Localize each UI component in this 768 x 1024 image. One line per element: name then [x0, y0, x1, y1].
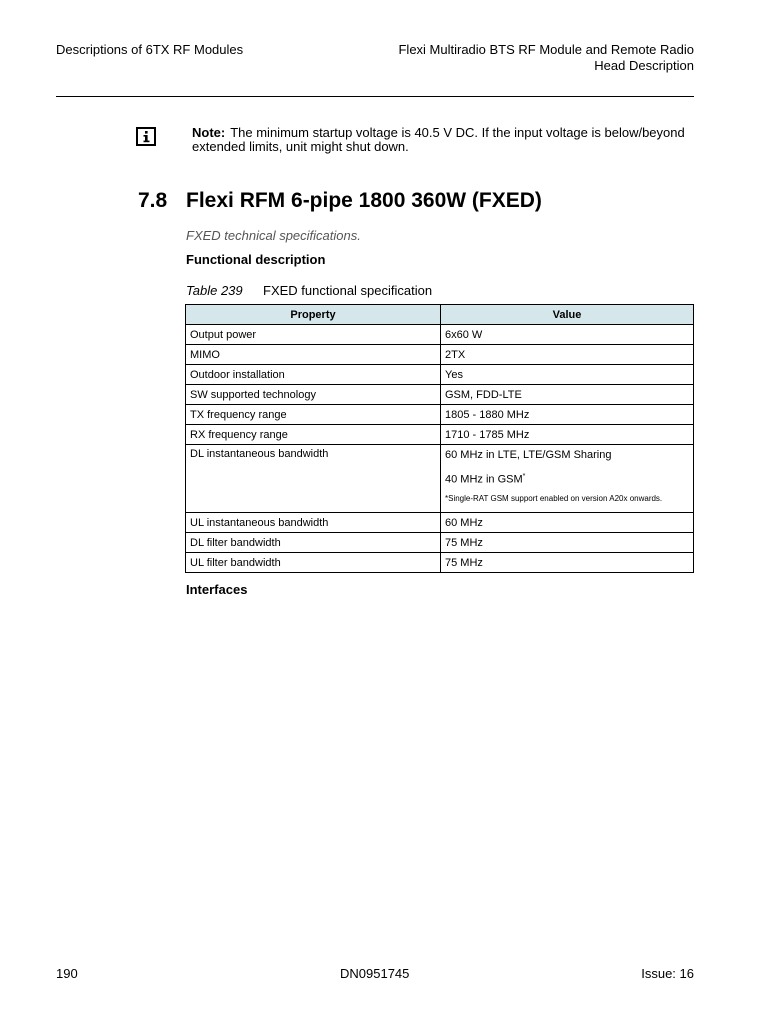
note-label: Note:	[192, 125, 226, 140]
functional-description-heading: Functional description	[186, 252, 326, 267]
table-row	[186, 365, 694, 385]
note-body: The minimum startup voltage is 40.5 V DC. If the input voltage is below/beyond extended limits, unit might shut down.	[192, 125, 685, 154]
value-cell: 75 MHz	[441, 553, 694, 573]
value-cell	[441, 445, 694, 513]
value-cell: 6x60 W	[441, 325, 694, 345]
footnote-marker: *	[522, 473, 526, 480]
table-row	[186, 385, 694, 405]
value-cell: GSM, FDD-LTE	[441, 385, 694, 405]
value-footnote: *Single-RAT GSM support enabled on version A20x onwards.	[445, 493, 663, 503]
value-cell: 1805 - 1880 MHz	[441, 405, 694, 425]
property-cell: MIMO	[186, 345, 441, 365]
property-cell: UL filter bandwidth	[186, 553, 441, 573]
table-caption	[186, 283, 432, 298]
spec-table	[185, 304, 694, 573]
note-text	[192, 126, 702, 154]
table-row	[186, 533, 694, 553]
table-row	[186, 325, 694, 345]
value-cell: 1710 - 1785 MHz	[441, 425, 694, 445]
property-cell: TX frequency range	[186, 405, 441, 425]
value-cell: Yes	[441, 365, 694, 385]
table-caption-number: Table 239	[186, 283, 243, 298]
header-right	[364, 42, 694, 74]
property-cell: Output power	[186, 325, 441, 345]
section-title: Flexi RFM 6-pipe 1800 360W (FXED)	[186, 189, 542, 212]
header-right-line2: Head Description	[594, 58, 694, 73]
table-row	[186, 345, 694, 365]
header-left: Descriptions of 6TX RF Modules	[56, 42, 244, 57]
value-gsm-text: 40 MHz in GSM	[445, 473, 523, 486]
section-subtitle: FXED technical specifications.	[186, 228, 361, 243]
table-caption-title: FXED functional specification	[263, 283, 433, 298]
header-property: Property	[186, 305, 441, 325]
value-cell: 75 MHz	[441, 533, 694, 553]
table-row	[186, 445, 694, 513]
value-line-lte: 60 MHz in LTE, LTE/GSM Sharing	[445, 449, 612, 461]
table-row	[186, 425, 694, 445]
table-row	[186, 553, 694, 573]
header-right-line1: Flexi Multiradio BTS RF Module and Remote Radio	[398, 42, 694, 57]
info-icon	[136, 127, 156, 146]
section-number: 7.8	[138, 189, 168, 212]
table-row	[186, 405, 694, 425]
interfaces-heading: Interfaces	[186, 582, 248, 597]
value-cell: 2TX	[441, 345, 694, 365]
value-cell: 60 MHz	[441, 513, 694, 533]
property-cell: DL instantaneous bandwidth	[186, 445, 441, 513]
header-divider	[56, 96, 694, 97]
footer-issue: Issue: 16	[641, 966, 694, 981]
footer-page-number: 190	[56, 966, 78, 981]
property-cell: RX frequency range	[186, 425, 441, 445]
value-line-gsm	[445, 469, 689, 488]
header-value: Value	[441, 305, 694, 325]
property-cell: DL filter bandwidth	[186, 533, 441, 553]
table-row	[186, 513, 694, 533]
property-cell: SW supported technology	[186, 385, 441, 405]
footer-doc-id: DN0951745	[340, 966, 410, 981]
property-cell: UL instantaneous bandwidth	[186, 513, 441, 533]
property-cell: Outdoor installation	[186, 365, 441, 385]
table-header-row	[186, 305, 694, 325]
